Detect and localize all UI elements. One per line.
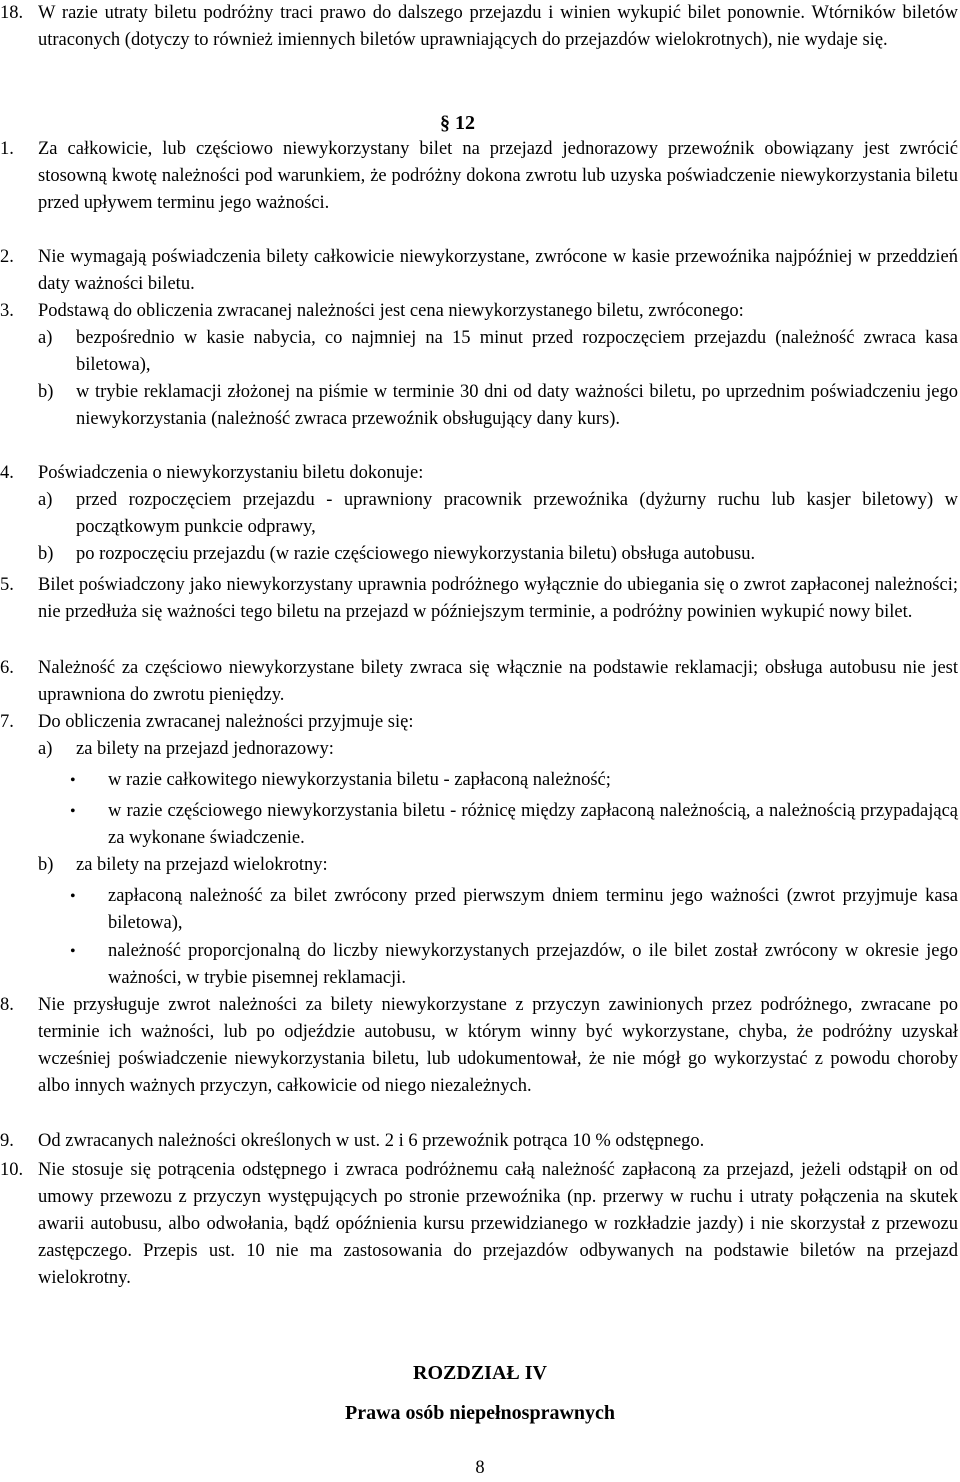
section-heading: § 12 [440, 112, 475, 134]
paragraph-3a [38, 325, 958, 379]
paragraph-3 [0, 298, 958, 325]
subpoint-text: w trybie reklamacji złożonej na piśmie w terminie 30 dni od daty ważności biletu, po uprzednim poświadczeniu jego niewykorzystania (należność zwraca przewoźnik obsługujący dany kurs). [76, 382, 958, 429]
subpoint-text: po rozpoczęciu przejazdu (w razie częściowego niewykorzystania biletu) obsługa autobusu. [76, 544, 756, 564]
subpoint-label: a) [38, 328, 53, 348]
paragraph-number: 5. [0, 575, 14, 595]
bullet-text: zapłaconą należność za bilet zwrócony przed pierwszym dniem terminu jego ważności (zwrot przyjmuje kasa biletowa), [108, 886, 958, 933]
subpoint-text: bezpośrednio w kasie nabycia, co najmniej na 15 minut przed rozpoczęciem przejazdu (należność zwraca kasa biletowa), [76, 328, 958, 375]
bullet-text: w razie częściowego niewykorzystania biletu - różnicę między zapłaconą należnością, a należnością przypadającą za wykonane świadczenie. [108, 801, 958, 848]
subpoint-label: b) [38, 544, 54, 564]
paragraph-6 [0, 655, 958, 709]
subpoint-label: b) [38, 382, 54, 402]
paragraph-text: Za całkowicie, lub częściowo niewykorzystany bilet na przejazd jednorazowy przewoźnik obowiązany jest zwrócić stosowną kwotę należności pod warunkiem, że podróżny dokona zwrotu lub uzyska poświadczenie niewykorzystania biletu przed upływem terminu jego ważności. [38, 139, 958, 213]
subpoint-label: b) [38, 855, 54, 875]
paragraph-text: Do obliczenia zwracanej należności przyjmuje się: [38, 712, 414, 732]
paragraph-7a [38, 736, 958, 763]
paragraph-3b [38, 379, 958, 433]
subpoint-text: za bilety na przejazd wielokrotny: [76, 855, 328, 875]
paragraph-4b [38, 541, 958, 568]
paragraph-number: 6. [0, 658, 14, 678]
paragraph-9 [0, 1128, 958, 1155]
paragraph-number: 9. [0, 1131, 14, 1151]
paragraph-text: Nie stosuje się potrącenia odstępnego i zwraca podróżnemu całą należność zapłaconą za przejazd, jeżeli odstąpił on od umowy przewozu z przyczyn występujących po stronie przewoźnika (np. przerwy w ruchu i utraty połączenia na skutek awarii autobusu, albo odwołania, bądź opóźnienia kursu przewidzianego w rozkładzie jazdy) i nie skorzystał z przewozu zastępczego. Przepis ust. 10 nie ma zastosowania do przejazdów odbywanych na podstawie biletów na przejazd wielokrotny. [38, 1160, 958, 1288]
paragraph-number: 7. [0, 712, 14, 732]
subpoint-text: przed rozpoczęciem przejazdu - uprawniony pracownik przewoźnika (dyżurny ruchu lub kasjer biletowy) w początkowym punkcie odprawy, [76, 490, 958, 537]
paragraph-text: Od zwracanych należności określonych w ust. 2 i 6 przewoźnik potrąca 10 % odstępnego. [38, 1131, 705, 1151]
paragraph-4a [38, 487, 958, 541]
bullet-text: w razie całkowitego niewykorzystania biletu - zapłaconą należność; [108, 770, 611, 790]
paragraph-number: 1. [0, 139, 14, 159]
bullet-text: należność proporcjonalną do liczby niewykorzystanych przejazdów, o ile bilet został zwrócony w okresie jego ważności, w trybie pisemnej reklamacji. [108, 941, 958, 988]
paragraph-4 [0, 460, 958, 487]
paragraph-7b [38, 852, 958, 879]
bullet-icon: • [70, 888, 76, 905]
paragraph-5 [0, 572, 958, 626]
bullet-icon: • [70, 943, 76, 960]
bullet-item [70, 883, 958, 937]
page-number: 8 [475, 1458, 485, 1478]
subpoint-label: a) [38, 739, 53, 759]
bullet-item [70, 798, 958, 852]
paragraph-number: 8. [0, 995, 14, 1015]
paragraph-text: Poświadczenia o niewykorzystaniu biletu dokonuje: [38, 463, 424, 483]
bullet-icon: • [70, 772, 76, 789]
paragraph-10 [0, 1157, 958, 1292]
paragraph-18 [0, 0, 958, 54]
paragraph-number: 10. [0, 1160, 24, 1180]
bullet-item [70, 767, 958, 794]
paragraph-text: Bilet poświadczony jako niewykorzystany uprawnia podróżnego wyłącznie do ubiegania się o zwrot zapłaconej należności; nie przedłuża się ważności tego biletu na przejazd w późniejszym terminie, a podróżny powinien wykupić nowy bilet. [38, 575, 958, 622]
paragraph-2 [0, 244, 958, 298]
paragraph-text: Nie przysługuje zwrot należności za bilety niewykorzystane z przyczyn zawinionych przez podróżnego, zwracane po terminie ich ważności, lub po odjeździe autobusu, w którym winny być wykorzystane, chyba, że podróżny uzyskał wcześniej poświadczenie niewykorzystania biletu, lub udokumentował, że nie mógł go wykorzystać z powodu choroby albo innych ważnych przyczyn, całkowicie od niego niezależnych. [38, 995, 958, 1096]
paragraph-number: 2. [0, 247, 14, 267]
paragraph-number: 3. [0, 301, 14, 321]
chapter-subtitle: Prawa osób niepełnosprawnych [344, 1402, 616, 1424]
subpoint-label: a) [38, 490, 53, 510]
paragraph-number: 4. [0, 463, 14, 483]
paragraph-7 [0, 709, 958, 736]
paragraph-1 [0, 136, 958, 217]
paragraph-number: 18. [0, 3, 24, 23]
chapter-title: ROZDZIAŁ IV [413, 1362, 547, 1384]
subpoint-text: za bilety na przejazd jednorazowy: [76, 739, 334, 759]
paragraph-8 [0, 992, 958, 1100]
paragraph-text: Podstawą do obliczenia zwracanej należności jest cena niewykorzystanego biletu, zwróconego: [38, 301, 744, 321]
paragraph-text: Nie wymagają poświadczenia bilety całkowicie niewykorzystane, zwrócone w kasie przewoźnika najpóźniej w przeddzień daty ważności biletu. [38, 247, 958, 294]
bullet-item [70, 938, 958, 992]
bullet-icon: • [70, 803, 76, 820]
paragraph-text: W razie utraty biletu podróżny traci prawo do dalszego przejazdu i winien wykupić bilet ponownie. Wtórników biletów utraconych (dotyczy to również imiennych biletów uprawniających do przejazdów wielokrotnych), nie wydaje się. [38, 3, 958, 50]
paragraph-text: Należność za częściowo niewykorzystane bilety zwraca się włącznie na podstawie reklamacji; obsługa autobusu nie jest uprawniona do zwrotu pieniędzy. [38, 658, 958, 705]
